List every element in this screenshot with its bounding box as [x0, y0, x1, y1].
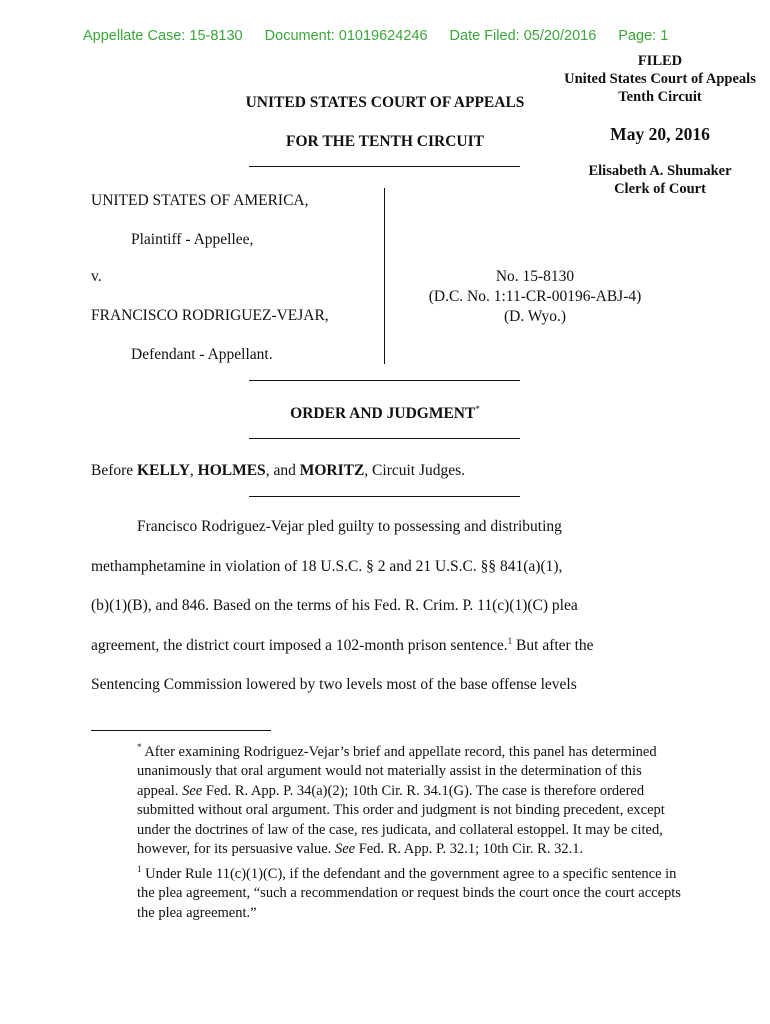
case-number-block: [400, 267, 670, 327]
footnote-text: Fed. R. App. P. 32.1; 10th Cir. R. 32.1.: [355, 841, 584, 858]
footnote-text: Under Rule 11(c)(1)(C), if the defendant and the government agree to a specific sentence in the plea agreement, “such a recommendation or request binds the court once the court accepts the plea agreement.”: [137, 865, 681, 921]
caption-defendant-role: Defendant - Appellant.: [131, 346, 273, 363]
stamp-date-filed: Date Filed: 05/20/2016: [449, 28, 597, 44]
clerk-block: [545, 162, 770, 198]
panel-sep: ,: [189, 462, 198, 479]
judge-name: KELLY: [137, 462, 190, 479]
footnotes: [91, 738, 681, 923]
circuit-heading: FOR THE TENTH CIRCUIT: [286, 133, 484, 150]
court-heading: UNITED STATES COURT OF APPEALS: [245, 94, 525, 111]
footnote-signal: See: [334, 841, 356, 858]
footnote-text: After examining Rodriguez-Vejar’s brief and appellate record, this panel has determined unanimously that oral argument would not materially assist in the determination of this appeal.: [137, 743, 657, 799]
clerk-title: Clerk of Court: [614, 181, 706, 197]
filed-label: FILED: [637, 53, 683, 69]
footnote-mark: 1: [507, 636, 513, 646]
body-line: Francisco Rodriguez-Vejar pled guilty to possessing and distributing: [137, 518, 562, 535]
footnote-star: [91, 738, 681, 860]
caption-plaintiff: UNITED STATES OF AMERICA,: [91, 192, 309, 209]
body-line: Sentencing Commission lowered by two levels most of the base offense levels: [91, 676, 577, 693]
filed-court: United States Court of Appeals: [564, 71, 756, 87]
caption-versus: v.: [91, 268, 102, 285]
panel-suffix: , Circuit Judges.: [364, 462, 466, 479]
footnote-mark: *: [137, 742, 142, 752]
body-line: methamphetamine in violation of 18 U.S.C. § 2 and 21 U.S.C. §§ 841(a)(1),: [91, 558, 563, 575]
stamp-case: Appellate Case: 15-8130: [83, 28, 243, 44]
body-line: (b)(1)(B), and 846. Based on the terms of his Fed. R. Crim. P. 11(c)(1)(C) plea: [91, 597, 578, 614]
panel-sep: , and: [265, 462, 300, 479]
footnote-signal: See: [182, 782, 203, 799]
case-number: No. 15-8130: [495, 268, 575, 285]
order-title-text: ORDER AND JUDGMENT: [290, 405, 476, 423]
district-case-number: (D.C. No. 1:11-CR-00196-ABJ-4): [428, 288, 642, 305]
footnote-1: [91, 860, 681, 923]
footnote-text: Fed. R. App. P. 34(a)(2); 10th Cir. R. 34.1(G). The case is therefore ordered submitted without oral argument. This order and judgment is not binding precedent, except under the doctrines of law of the case, res judicata, and collateral estoppel. It may be cited, however, for its persuasive value.: [137, 782, 665, 858]
divider: [249, 496, 520, 497]
divider: [249, 166, 520, 167]
filed-date: May 20, 2016: [610, 124, 710, 144]
judge-name: MORITZ: [299, 462, 365, 479]
body-text: agreement, the district court imposed a 102-month prison sentence.: [91, 637, 508, 655]
divider: [249, 438, 520, 439]
clerk-name: Elisabeth A. Shumaker: [588, 163, 732, 179]
panel-prefix: Before: [91, 462, 138, 479]
body-line: [91, 636, 594, 655]
caption-divider: [384, 188, 385, 364]
footnote-mark: *: [475, 404, 480, 414]
caption-plaintiff-role: Plaintiff - Appellee,: [131, 231, 254, 248]
district: (D. Wyo.): [503, 308, 567, 325]
order-title: [180, 404, 590, 423]
stamp-page: Page: 1: [618, 28, 669, 44]
footnote-mark: 1: [137, 863, 142, 874]
divider: [249, 380, 520, 381]
body-text: But after the: [512, 637, 594, 655]
caption-defendant: FRANCISCO RODRIGUEZ-VEJAR,: [91, 307, 329, 324]
judge-name: HOLMES: [197, 462, 266, 479]
stamp-document: Document: 01019624246: [264, 28, 428, 44]
header-stamp: [83, 28, 686, 44]
panel-line: [91, 462, 465, 480]
filed-circuit: Tenth Circuit: [618, 89, 702, 105]
footnote-divider: [91, 730, 271, 731]
